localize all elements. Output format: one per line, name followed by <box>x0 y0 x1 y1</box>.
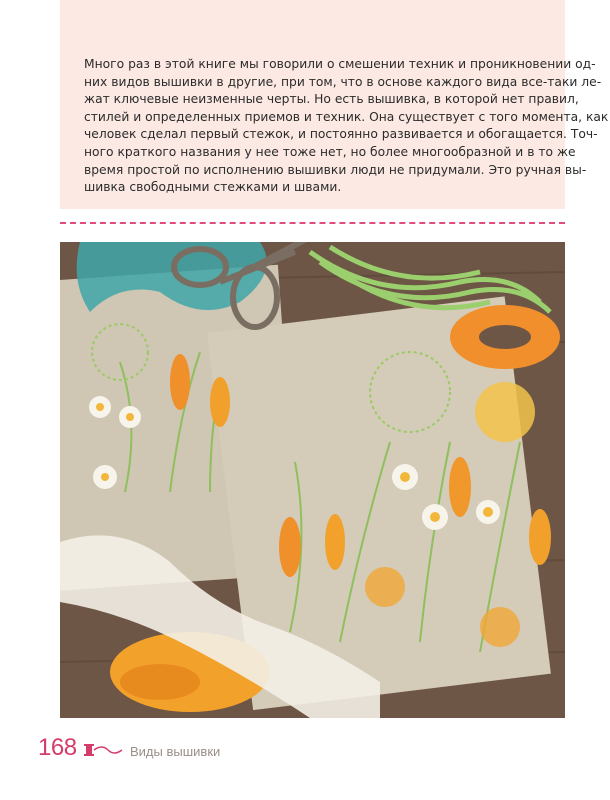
dashed-divider <box>60 222 565 224</box>
section-title: Виды вышивки <box>130 744 221 759</box>
intro-line: Много раз в этой книге мы говорили о смешении техник и проникновении од- <box>84 57 596 71</box>
intro-line: жат ключевые неизменные черты. Но есть вышивка, в которой нет правил, <box>84 92 579 107</box>
intro-line: ного краткого названия у нее тоже нет, но более многообразной и в то же <box>84 144 576 159</box>
intro-line: время простой по исполнению вышивки люди не придумали. Это ручная вы- <box>84 162 587 177</box>
page-number: 168 <box>38 734 77 761</box>
embroidery-photo <box>60 242 565 718</box>
intro-line: них видов вышивки в другие, при том, что в основе каждого вида все-таки ле- <box>84 74 602 89</box>
intro-line: стилей и определенных приемов и техник. Она существует с того момента, как <box>84 109 609 124</box>
intro-paragraph <box>84 56 609 197</box>
intro-line: человек сделал первый стежок, и постоянно развивается и обогащается. Точ- <box>84 127 598 142</box>
thread-spool-icon <box>84 742 124 758</box>
intro-line: шивка свободными стежками и швами. <box>84 180 342 195</box>
